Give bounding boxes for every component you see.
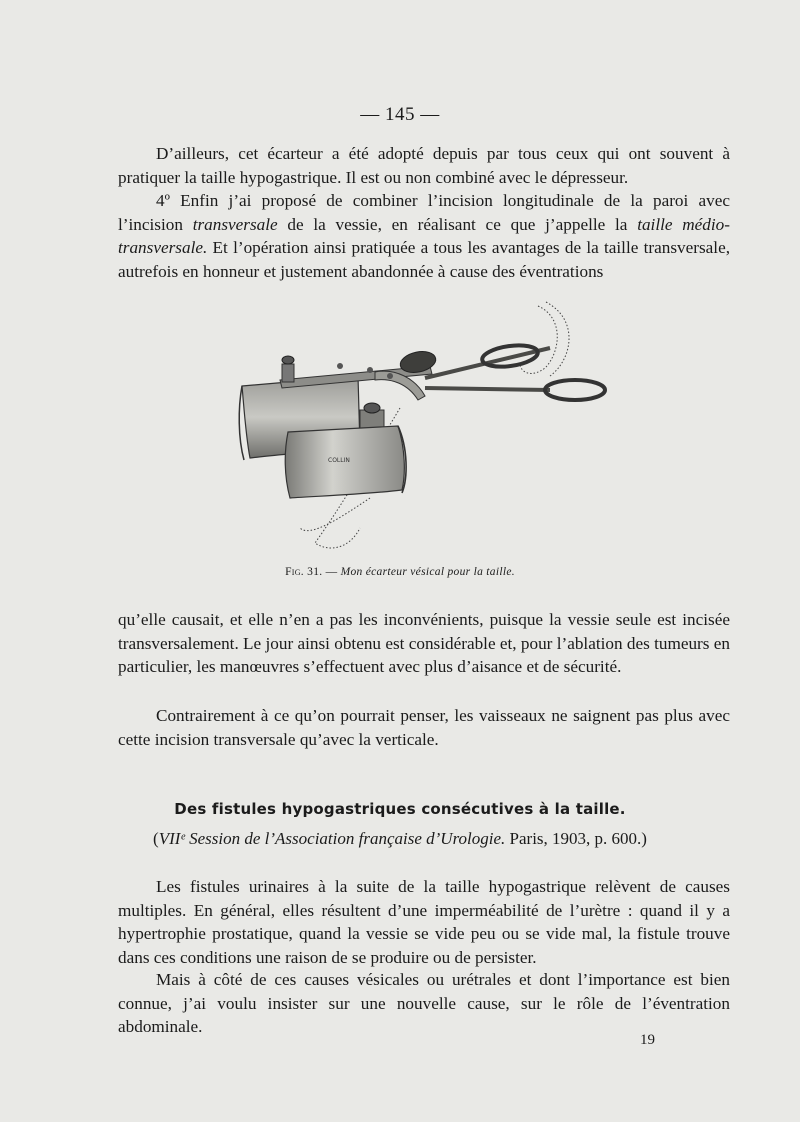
paragraph-continuation: qu’elle causait, et elle n’en a pas les inconvénients, puisque la vessie seule est incisée transversalement. Le jour ainsi obtenu est considérable et, pour l’ablation des tumeurs en particulier, les manœuvres s’effectuent avec plus d’aisance et de sécurité. (118, 610, 730, 677)
citation-details: Paris, 1903, p. 600.) (505, 829, 647, 848)
engraving-mark: COLLIN (328, 457, 350, 464)
paragraph-fistules: Les fistules urinaires à la suite de la taille hypogastrique relèvent de causes multiples. En général, elles résultent d’une imperméabilité de l’urètre : quand il y a hypertrophie prostatique, quand la vessie se vide peu ou se vide mal, la fistule trouve dans ces conditions une raison de se produire ou de persister. (118, 877, 730, 967)
paragraph-text: de la vessie, en réalisant ce que j’appelle la (277, 214, 638, 234)
paragraph-adoption: D’ailleurs, cet écarteur a été adopté depuis par tous ceux qui ont souvent à pratiquer la taille hypogastrique. Il est ou non combiné avec le dépresseur. (118, 144, 730, 187)
italic-term: taille médio-transversale. (118, 214, 730, 258)
paragraph-medio-transversale (118, 189, 730, 283)
section-citation (0, 829, 800, 849)
paragraph-eventration: Mais à côté de ces causes vésicales ou urétrales et dont l’importance est bien connue, j’ai voulu insister sur une nouvelle cause, sur le rôle de l’éventration abdominale. (118, 970, 730, 1037)
retractor-illustration (220, 298, 620, 560)
figure-title: Mon écarteur vésical pour la taille. (340, 566, 515, 578)
sheet-signature: 19 (640, 1032, 655, 1048)
paragraph-text: Et l’opération ainsi pratiquée a tous les avantages de la taille transversale, autrefois en honneur et justement abandonnée à cause des éventrations (118, 238, 730, 281)
paragraph-text: 4º Enfin j’ai proposé de combiner l’incision longitudinale de la paroi avec l’incision (118, 191, 730, 234)
italic-term: transversale (192, 214, 278, 234)
section-heading: Des fistules hypogastriques consécutives à la taille. (174, 800, 626, 818)
citation-session: VIIᵉ Session de l’Association française d’Urologie. (158, 829, 506, 848)
paragraph-vaisseaux: Contrairement à ce qu’on pourrait penser, les vaisseaux ne saignent pas plus avec cette incision transversale qu’avec la verticale. (118, 706, 730, 749)
citation-open: ( (153, 829, 159, 848)
figure-label: Fig. 31. — (285, 566, 338, 578)
figure-caption (0, 566, 800, 578)
page-number: — 145 — (360, 104, 440, 125)
